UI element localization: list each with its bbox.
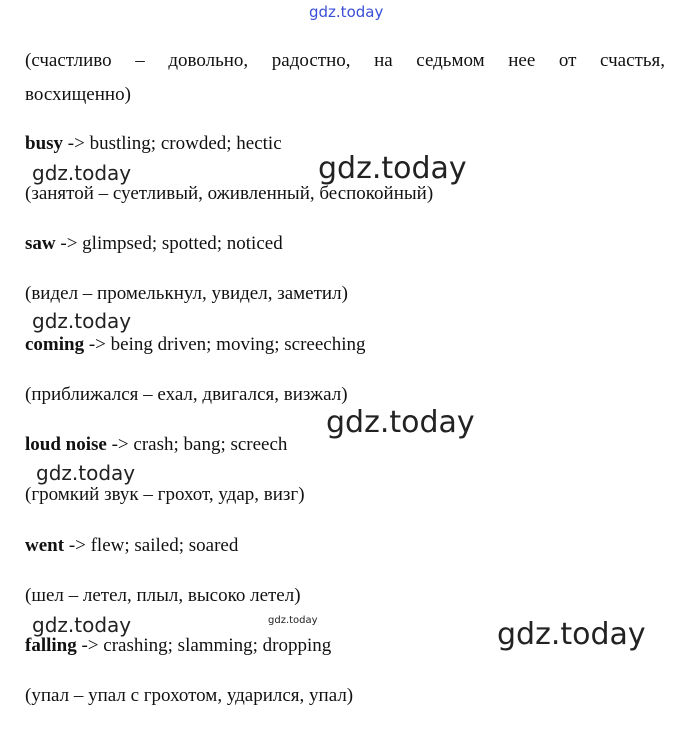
entry-synonyms: flew; sailed; soared	[90, 535, 239, 556]
entry-synonyms-went	[25, 535, 238, 557]
entry-synonyms-loud-noise	[25, 434, 287, 456]
arrow: ->	[67, 133, 85, 154]
entry-synonyms: being driven; moving; screeching	[110, 334, 366, 355]
entry-translation-saw: (видел – промелькнул, увидел, заметил)	[25, 283, 348, 304]
entry-translation-coming: (приближался – ехал, двигался, визжал)	[25, 384, 348, 405]
watermark: gdz.today	[268, 615, 318, 626]
intro-line-2: восхищенно)	[25, 84, 131, 105]
arrow: ->	[68, 535, 86, 556]
entry-translation-went: (шел – летел, плыл, высоко летел)	[25, 585, 301, 606]
entry-word: loud noise	[25, 434, 107, 455]
watermark: gdz.today	[32, 161, 132, 185]
entry-translation-loud-noise: (громкий звук – грохот, удар, визг)	[25, 484, 305, 505]
entry-synonyms-falling	[25, 635, 331, 657]
watermark: gdz.today	[326, 405, 475, 440]
entry-synonyms-saw	[25, 233, 283, 255]
arrow: ->	[111, 434, 129, 455]
entry-word: saw	[25, 233, 56, 254]
watermark: gdz.today	[497, 617, 646, 652]
entry-synonyms-coming	[25, 334, 366, 356]
watermark: gdz.today	[32, 613, 132, 637]
watermark: gdz.today	[36, 461, 136, 485]
watermark: gdz.today	[32, 309, 132, 333]
entry-synonyms: bustling; crowded; hectic	[89, 133, 282, 154]
entry-synonyms: glimpsed; spotted; noticed	[82, 233, 283, 254]
entry-word: falling	[25, 635, 77, 656]
entry-synonyms: crash; bang; screech	[133, 434, 288, 455]
entry-translation-falling: (упал – упал с грохотом, ударился, упал)	[25, 685, 354, 706]
entry-synonyms: crashing; slamming; dropping	[103, 635, 332, 656]
entry-word: went	[25, 535, 65, 556]
arrow: ->	[81, 635, 99, 656]
entry-word: busy	[25, 133, 64, 154]
entry-translation-busy: (занятой – суетливый, оживленный, беспокойный)	[25, 183, 434, 204]
watermark-top: gdz.today	[309, 3, 384, 21]
entry-word: coming	[25, 334, 85, 355]
arrow: ->	[60, 233, 78, 254]
watermark: gdz.today	[318, 151, 467, 186]
arrow: ->	[88, 334, 106, 355]
entry-synonyms-busy	[25, 133, 282, 155]
intro-line-1: (счастливо – довольно, радостно, на седьмом нее от счастья,	[25, 50, 665, 71]
